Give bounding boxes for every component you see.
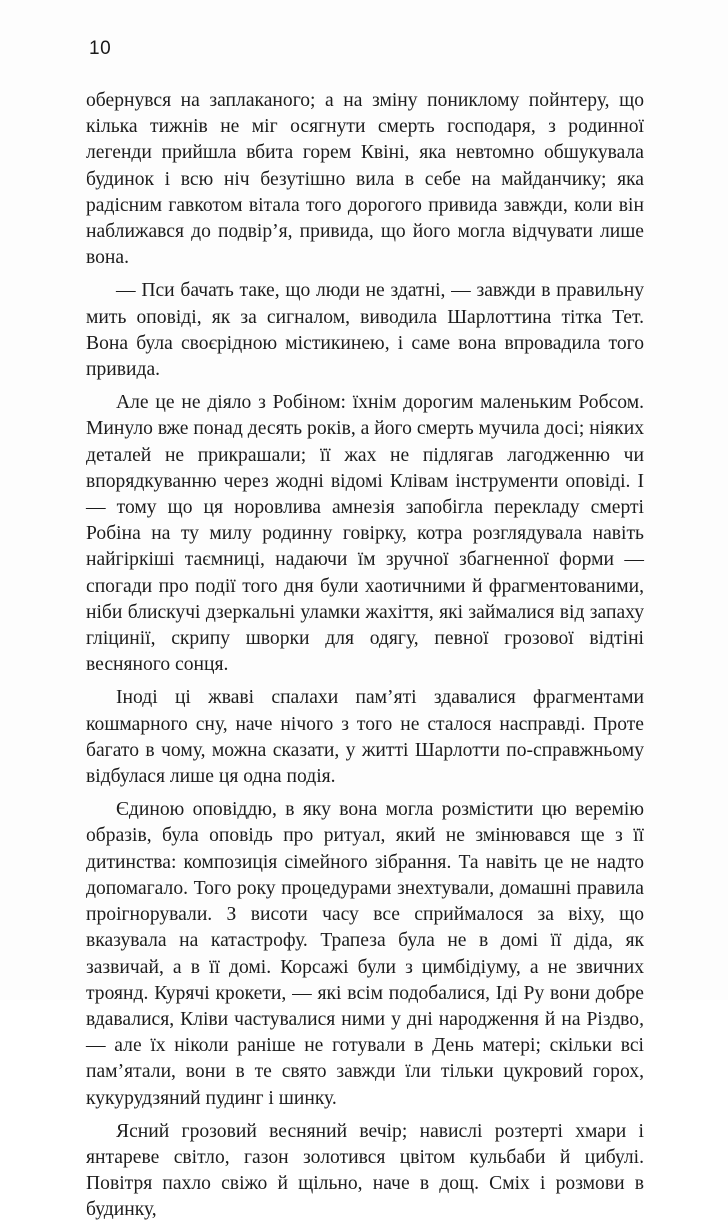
paragraph: — Пси бачать таке, що люди не здатні, — завжди в правильну мить оповіді, як за сигналом, виводила Шарлоттина тітка Тет. Вона була своєрідною містикинею, і саме вона впровадила того привида. (86, 280, 644, 381)
page-number: 10 (89, 38, 112, 59)
paragraph: обернувся на заплаканого; а на зміну поникломy пойнтеру, що кілька тижнів не міг осягнути смерть господаря, з родинної легенди прийшла вбита горем Квіні, яка невтомно обшукувала будинок і всю ніч безутішно вила в себе на майданчику; яка радісним гавкотом вітала того дорогого привида завжди, коли він наближався до подвір’я, привида, що його могла відчувати лише вона. (86, 90, 644, 269)
paragraph: Іноді ці жваві спалахи пам’яті здавалися фрагментами кошмарного сну, наче нічого з того не сталося насправді. Проте багато в чому, можна сказати, у житті Шарлотти по-справжньому відбулася лише ця одна подія. (86, 687, 644, 788)
paragraph: Ясний грозовий весняний вечір; навислі розтерті хмари і янтареве світло, газон золотився цвітом кульбаби й цибулі. Повітря пахло свіжо й щільно, наче в дощ. Сміх і розмови в будинку, (86, 1120, 644, 1221)
body-text (86, 88, 644, 1224)
paragraph: Єдиною оповіддю, в яку вона могла розмістити цю веремію образів, була оповідь про ритуал, який не змінювався ще з її дитинства: композиція сімейного зібрання. Та навіть це не надто допомагало. Того року процедурами знехтували, домашні правила проігнорували. З висоти часу все сприймалося за віху, що вказувала на катастрофу. Трапеза була не в домі її діда, як зазвичай, а в її домі. Корсажі були з цимбідіуму, а не звичних троянд. Курячі крокети, — які всім подобалися, Іді Ру вони добре вдавалися, Кліви частувалися ними у дні народження й на Різдво, — але їх ніколи раніше не готували в День матері; скільки всі пам’ятали, вони в те свято завжди їли тільки цукровий горох, кукурудзяний пудинг і шинку. (86, 799, 644, 1109)
paragraph: Але це не діяло з Робіном: їхнім дорогим маленьким Робсом. Минуло вже понад десять років, а його смерть мучила досі; ніяких деталей не прикрашали; її жах не підлягав лагодженню чи впорядкуванню через жодні відомі Клівам інструменти оповіді. І — тому що ця норовлива амнезія запобігла перекладу смерті Робіна на ту милу родинну говірку, котра розглядувала навіть найгіркіші таємниці, надаючи їм зручної збагненної форми — спогади про події того дня були хаотичними й фрагментованими, ніби блискучі дзеркальні уламки жахіття, які займалися від запаху гліцинії, скрипу шворки для одягу, певної грозової відтіні весняного сонця. (86, 392, 644, 676)
